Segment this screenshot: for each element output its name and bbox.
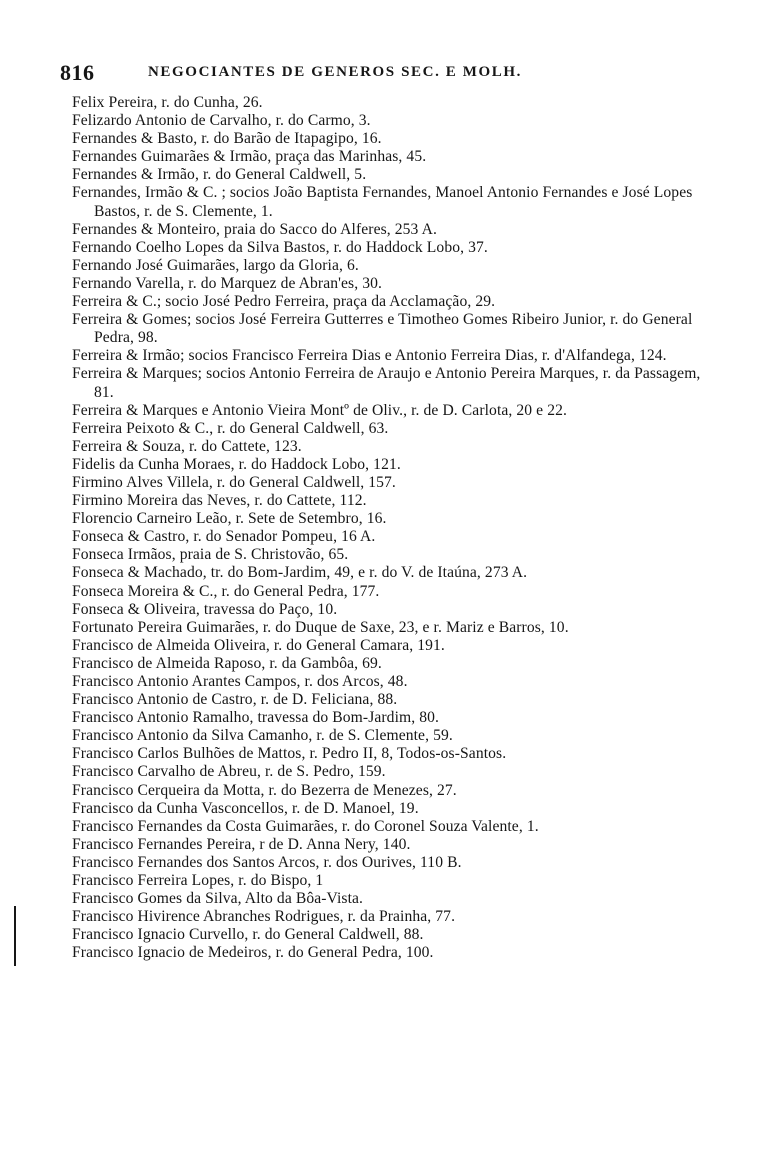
list-item: Ferreira & Souza, r. do Cattete, 123. <box>72 437 302 455</box>
list-item: Felix Pereira, r. do Cunha, 26. <box>72 94 263 111</box>
list-item: Francisco Antonio de Castro, r. de D. Feliciana, 88. <box>72 691 398 709</box>
list-item: Fidelis da Cunha Moraes, r. do Haddock Lobo, 121. <box>72 455 401 473</box>
list-item: Francisco Fernandes dos Santos Arcos, r. dos Ourives, 110 B. <box>72 853 462 871</box>
page-header <box>60 60 720 88</box>
list-item: Fonseca & Machado, tr. do Bom-Jardim, 49, e r. do V. de Itaúna, 273 A. <box>72 564 528 582</box>
list-item: Fortunato Pereira Guimarães, r. do Duque de Saxe, 23, e r. Mariz e Barros, 10. <box>72 618 569 636</box>
list-item: Francisco Ignacio Curvello, r. do General Caldwell, 88. <box>72 926 424 944</box>
list-item: Francisco Ferreira Lopes, r. do Bispo, 1 <box>72 872 324 890</box>
list-item: Francisco Gomes da Silva, Alto da Bôa-Vista. <box>72 890 364 908</box>
list-item: Francisco Antonio Ramalho, travessa do Bom-Jardim, 80. <box>72 709 440 727</box>
list-item: Francisco de Almeida Oliveira, r. do General Camara, 191. <box>72 636 445 654</box>
list-item: Felizardo Antonio de Carvalho, r. do Carmo, 3. <box>72 112 371 130</box>
list-item: Fernandes & Monteiro, praia do Sacco do Alferes, 253 A. <box>72 220 437 238</box>
list-item: Francisco Antonio da Silva Camanho, r. de S. Clemente, 59. <box>72 727 453 745</box>
running-head-title: NEGOCIANTES DE GENEROS SEC. E MOLH. <box>148 64 522 80</box>
list-item: Fonseca & Castro, r. do Senador Pompeu, 16 A. <box>72 528 376 546</box>
page-number: 816 <box>60 60 95 85</box>
list-item: Fernandes Guimarães & Irmão, praça das Marinhas, 45. <box>72 148 427 166</box>
list-item: Fernando Varella, r. do Marquez de Abran'es, 30. <box>72 274 383 292</box>
list-item: Francisco Cerqueira da Motta, r. do Bezerra de Menezes, 27. <box>72 781 457 799</box>
list-item: Fonseca & Oliveira, travessa do Paço, 10. <box>72 600 338 618</box>
merchant-list <box>72 94 722 963</box>
margin-bracket-mark <box>14 906 16 966</box>
list-item: Francisco de Almeida Raposo, r. da Gambôa, 69. <box>72 654 382 672</box>
list-item: Francisco Carlos Bulhões de Mattos, r. Pedro II, 8, Todos-os-Santos. <box>72 745 507 763</box>
list-item: Fonseca Moreira & C., r. do General Pedra, 177. <box>72 582 380 600</box>
list-item: Fernandes & Basto, r. do Barão de Itapagipo, 16. <box>72 130 382 148</box>
list-item: Francisco Fernandes da Costa Guimarães, r. do Coronel Souza Valente, 1. <box>72 817 539 835</box>
list-item: Francisco Carvalho de Abreu, r. de S. Pedro, 159. <box>72 763 386 781</box>
list-item: Fernando Coelho Lopes da Silva Bastos, r. do Haddock Lobo, 37. <box>72 238 488 256</box>
list-item: Ferreira Peixoto & C., r. do General Caldwell, 63. <box>72 419 389 437</box>
list-item: Francisco Fernandes Pereira, r de D. Anna Nery, 140. <box>72 835 411 853</box>
list-item: Fernando José Guimarães, largo da Gloria, 6. <box>72 256 359 274</box>
list-item: Ferreira & Gomes; socios José Ferreira Gutterres e Timotheo Gomes Ribeiro Junior, r. do General Pedra, 98. <box>72 311 693 347</box>
list-item: Francisco da Cunha Vasconcellos, r. de D. Manoel, 19. <box>72 799 419 817</box>
list-item: Francisco Hivirence Abranches Rodrigues, r. da Prainha, 77. <box>72 908 456 926</box>
list-item: Firmino Moreira das Neves, r. do Cattete, 112. <box>72 492 367 510</box>
list-item: Firmino Alves Villela, r. do General Caldwell, 157. <box>72 473 396 491</box>
list-item: Ferreira & C.; socio José Pedro Ferreira, praça da Acclamação, 29. <box>72 293 496 311</box>
list-item: Francisco Ignacio de Medeiros, r. do General Pedra, 100. <box>72 944 434 962</box>
list-item: Ferreira & Marques; socios Antonio Ferreira de Araujo e Antonio Pereira Marques, r. da Passagem, 81. <box>72 365 701 401</box>
list-item: Francisco Antonio Arantes Campos, r. dos Arcos, 48. <box>72 673 408 690</box>
list-item: Ferreira & Marques e Antonio Vieira Montº de Oliv., r. de D. Carlota, 20 e 22. <box>72 401 567 419</box>
list-item: Fonseca Irmãos, praia de S. Christovão, 65. <box>72 546 349 564</box>
list-item: Ferreira & Irmão; socios Francisco Ferreira Dias e Antonio Ferreira Dias, r. d'Alfandega, 124. <box>72 347 667 365</box>
list-item: Fernandes & Irmão, r. do General Caldwell, 5. <box>72 166 367 184</box>
list-item: Florencio Carneiro Leão, r. Sete de Setembro, 16. <box>72 510 387 528</box>
list-item: Fernandes, Irmão & C. ; socios João Baptista Fernandes, Manoel Antonio Fernandes e José Lopes Bastos, r. de S. Clemente, 1. <box>72 184 693 220</box>
